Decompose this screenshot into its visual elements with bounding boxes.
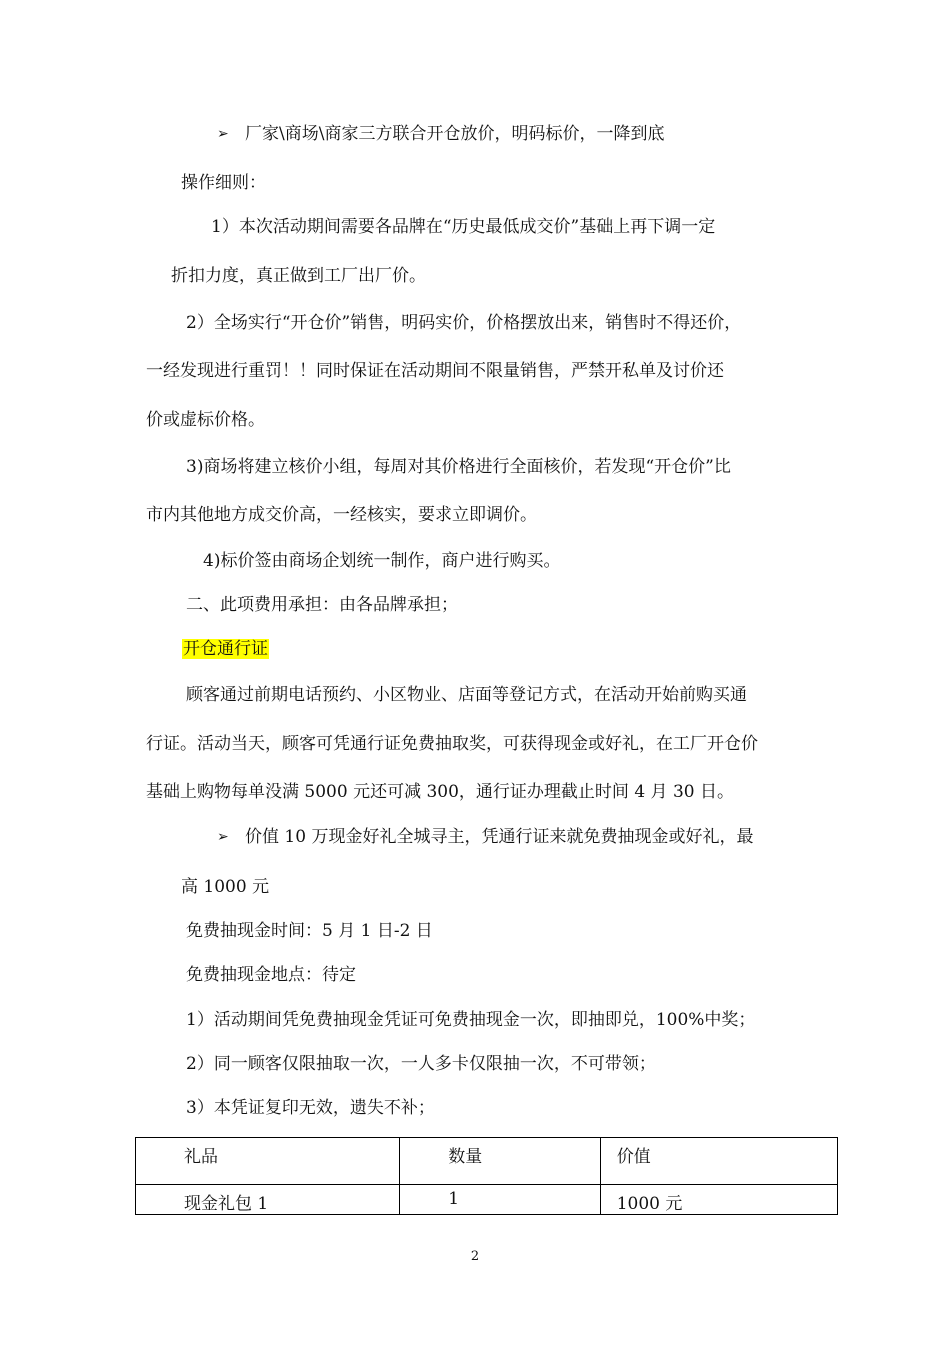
table-row [136, 1185, 838, 1215]
table-cell [400, 1185, 600, 1215]
page-number: 2 [470, 1249, 480, 1264]
text-line: 价值 10 万现金好礼全城寻主，凭通行证来就免费抽现金或好礼，最 [245, 827, 754, 847]
cell-value: 1000 元 [616, 1194, 683, 1214]
gift-table [135, 1137, 838, 1215]
text-line: 免费抽现金时间：5 月 1 日-2 日 [186, 921, 433, 941]
text-line: 行证。活动当天，顾客可凭通行证免费抽取奖，可获得现金或好礼，在工厂开仓价 [146, 734, 758, 754]
text-line: 基础上购物每单没满 5000 元还可减 300，通行证办理截止时间 4 月 30 日。 [146, 782, 734, 802]
header-value: 价值 [616, 1147, 651, 1167]
cell-quantity: 1 [448, 1189, 460, 1209]
text-line: 3)商场将建立核价小组，每周对其价格进行全面核价，若发现“开仓价”比 [186, 457, 731, 477]
text-line: 价或虚标价格。 [146, 410, 265, 430]
text-line: 4)标价签由商场企划统一制作，商户进行购买。 [203, 551, 561, 571]
text-line: 1）本次活动期间需要各品牌在“历史最低成交价”基础上再下调一定 [211, 217, 716, 237]
section-heading [182, 638, 269, 660]
cell-gift: 现金礼包 1 [184, 1194, 269, 1214]
text-line: 二、此项费用承担：由各品牌承担； [186, 595, 458, 615]
bullet-arrow-icon: ➢ [217, 126, 229, 142]
text-line: 高 1000 元 [181, 877, 270, 897]
text-line: 厂家\商场\商家三方联合开仓放价，明码标价，一降到底 [245, 124, 665, 144]
text-line: 1）活动期间凭免费抽现金凭证可免费抽现金一次，即抽即兑，100%中奖； [186, 1010, 756, 1030]
table-header-row [136, 1138, 838, 1185]
table-header-cell [136, 1138, 400, 1185]
bullet-arrow-icon: ➢ [217, 829, 229, 845]
text-line: 市内其他地方成交价高，一经核实，要求立即调价。 [146, 505, 537, 525]
text-line: 操作细则： [181, 173, 266, 193]
table-header-cell [400, 1138, 600, 1185]
text-line: 3）本凭证复印无效，遗失不补； [186, 1098, 435, 1118]
table-cell [600, 1185, 837, 1215]
text-line: 折扣力度，真正做到工厂出厂价。 [171, 266, 426, 286]
table-cell [136, 1185, 400, 1215]
text-line: 一经发现进行重罚！！同时保证在活动期间不限量销售，严禁开私单及讨价还 [146, 361, 724, 381]
table-header-cell [600, 1138, 837, 1185]
text-line: 免费抽现金地点：待定 [186, 965, 356, 985]
header-gift: 礼品 [184, 1147, 218, 1167]
text-line: 2）同一顾客仅限抽取一次，一人多卡仅限抽一次，不可带领； [186, 1054, 656, 1074]
highlighted-heading: 开仓通行证 [183, 639, 268, 659]
header-quantity: 数量 [448, 1147, 483, 1167]
text-line: 2）全场实行“开仓价”销售，明码实价，价格摆放出来，销售时不得还价， [186, 313, 742, 333]
text-line: 顾客通过前期电话预约、小区物业、店面等登记方式，在活动开始前购买通 [186, 685, 747, 705]
